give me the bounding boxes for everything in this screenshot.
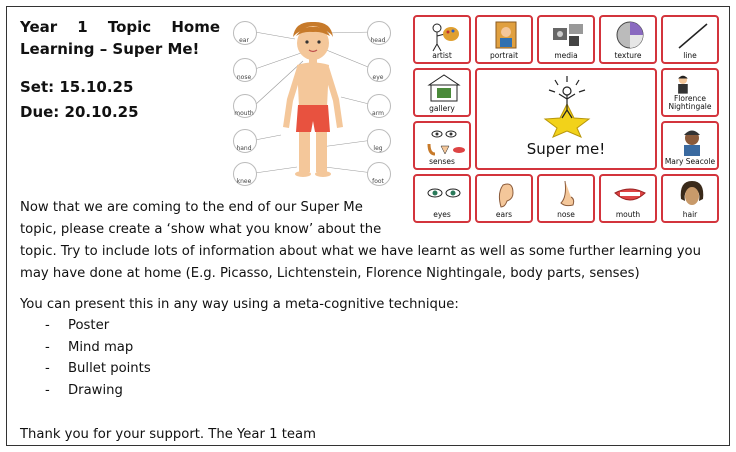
label-leg: leg [373, 145, 383, 152]
symbol-eyes [413, 174, 471, 223]
symbol-gallery [413, 68, 471, 117]
symbol-ears-label: ears [495, 210, 513, 219]
symbol-ears [475, 174, 533, 223]
nose-icon [539, 179, 597, 211]
list-item: - Drawing [45, 382, 123, 398]
artist-icon [415, 20, 473, 52]
symbol-senses [413, 121, 471, 170]
label-hand: hand [236, 145, 252, 152]
symbol-mouth-label: mouth [615, 210, 641, 219]
closing-thanks: Thank you for your support. The Year 1 team [20, 427, 316, 442]
symbol-texture-label: texture [614, 51, 642, 60]
technique-list [20, 315, 151, 401]
list-item: - Bullet points [45, 361, 151, 376]
symbol-portrait-label: portrait [489, 51, 519, 60]
line-icon [663, 20, 721, 52]
symbol-line [661, 15, 719, 64]
florence-nightingale-icon [663, 73, 703, 95]
mouth-icon [601, 179, 659, 211]
symbol-portrait [475, 15, 533, 64]
eyes-icon [415, 179, 473, 211]
texture-icon [601, 20, 659, 52]
super-me-label: Super me! [526, 140, 606, 158]
symbol-nose [537, 174, 595, 223]
portrait-icon [477, 20, 535, 52]
symbol-super-me [475, 68, 657, 170]
label-foot: foot [372, 178, 384, 185]
hair-icon [663, 179, 721, 211]
list-item: - Poster [45, 318, 110, 333]
present-instructions: You can present this in any way using a meta-cognitive technique: [20, 297, 459, 312]
set-date: Set: 15.10.25 [20, 78, 134, 96]
document-page [6, 6, 730, 446]
symbol-media-label: media [554, 51, 578, 60]
symbol-gallery-label: gallery [429, 104, 455, 113]
due-date: Due: 20.10.25 [20, 103, 139, 121]
list-item: - Mind map [45, 339, 134, 355]
symbol-eyes-label: eyes [433, 210, 451, 219]
label-knee: knee [236, 178, 252, 185]
symbol-mary-label: Mary Seacole [664, 157, 716, 166]
media-icon [539, 20, 597, 52]
symbol-mary-seacole [661, 121, 719, 170]
symbol-mouth [599, 174, 657, 223]
symbol-artist-label: artist [432, 51, 452, 60]
symbol-senses-label: senses [429, 157, 455, 166]
gallery-icon [415, 73, 473, 105]
label-head: head [370, 37, 386, 44]
mary-seacole-icon [663, 126, 721, 158]
symbol-media [537, 15, 595, 64]
symbol-nose-label: nose [557, 210, 575, 219]
symbol-texture [599, 15, 657, 64]
symbol-artist [413, 15, 471, 64]
symbol-florence-nightingale [661, 68, 719, 117]
body-parts-diagram [233, 17, 393, 187]
label-eye: eye [372, 74, 384, 81]
symbol-florence-label: Florence Nightingale [668, 94, 712, 111]
label-ear: ear [239, 37, 249, 44]
super-me-icon [527, 74, 607, 138]
intro-paragraph-part2: topic. Try to include lots of information about what we have learnt as well as some further learning you may have done at home (E.g. Picasso, Lichtenstein, Florence Nightingale, body parts, senses) [20, 244, 701, 281]
ears-icon [477, 179, 535, 211]
document-title: Year 1 Topic Home Learning – Super Me! [20, 18, 220, 58]
symbol-line-label: line [683, 51, 697, 60]
intro-paragraph-part1: Now that we are coming to the end of our Super Me topic, please create a ‘show what you know’ about the [20, 200, 382, 237]
senses-icon [415, 126, 473, 158]
label-mouth: mouth [234, 110, 254, 117]
label-nose: nose [236, 74, 252, 81]
label-arm: arm [372, 110, 384, 117]
symbol-hair [661, 174, 719, 223]
symbol-hair-label: hair [682, 210, 698, 219]
